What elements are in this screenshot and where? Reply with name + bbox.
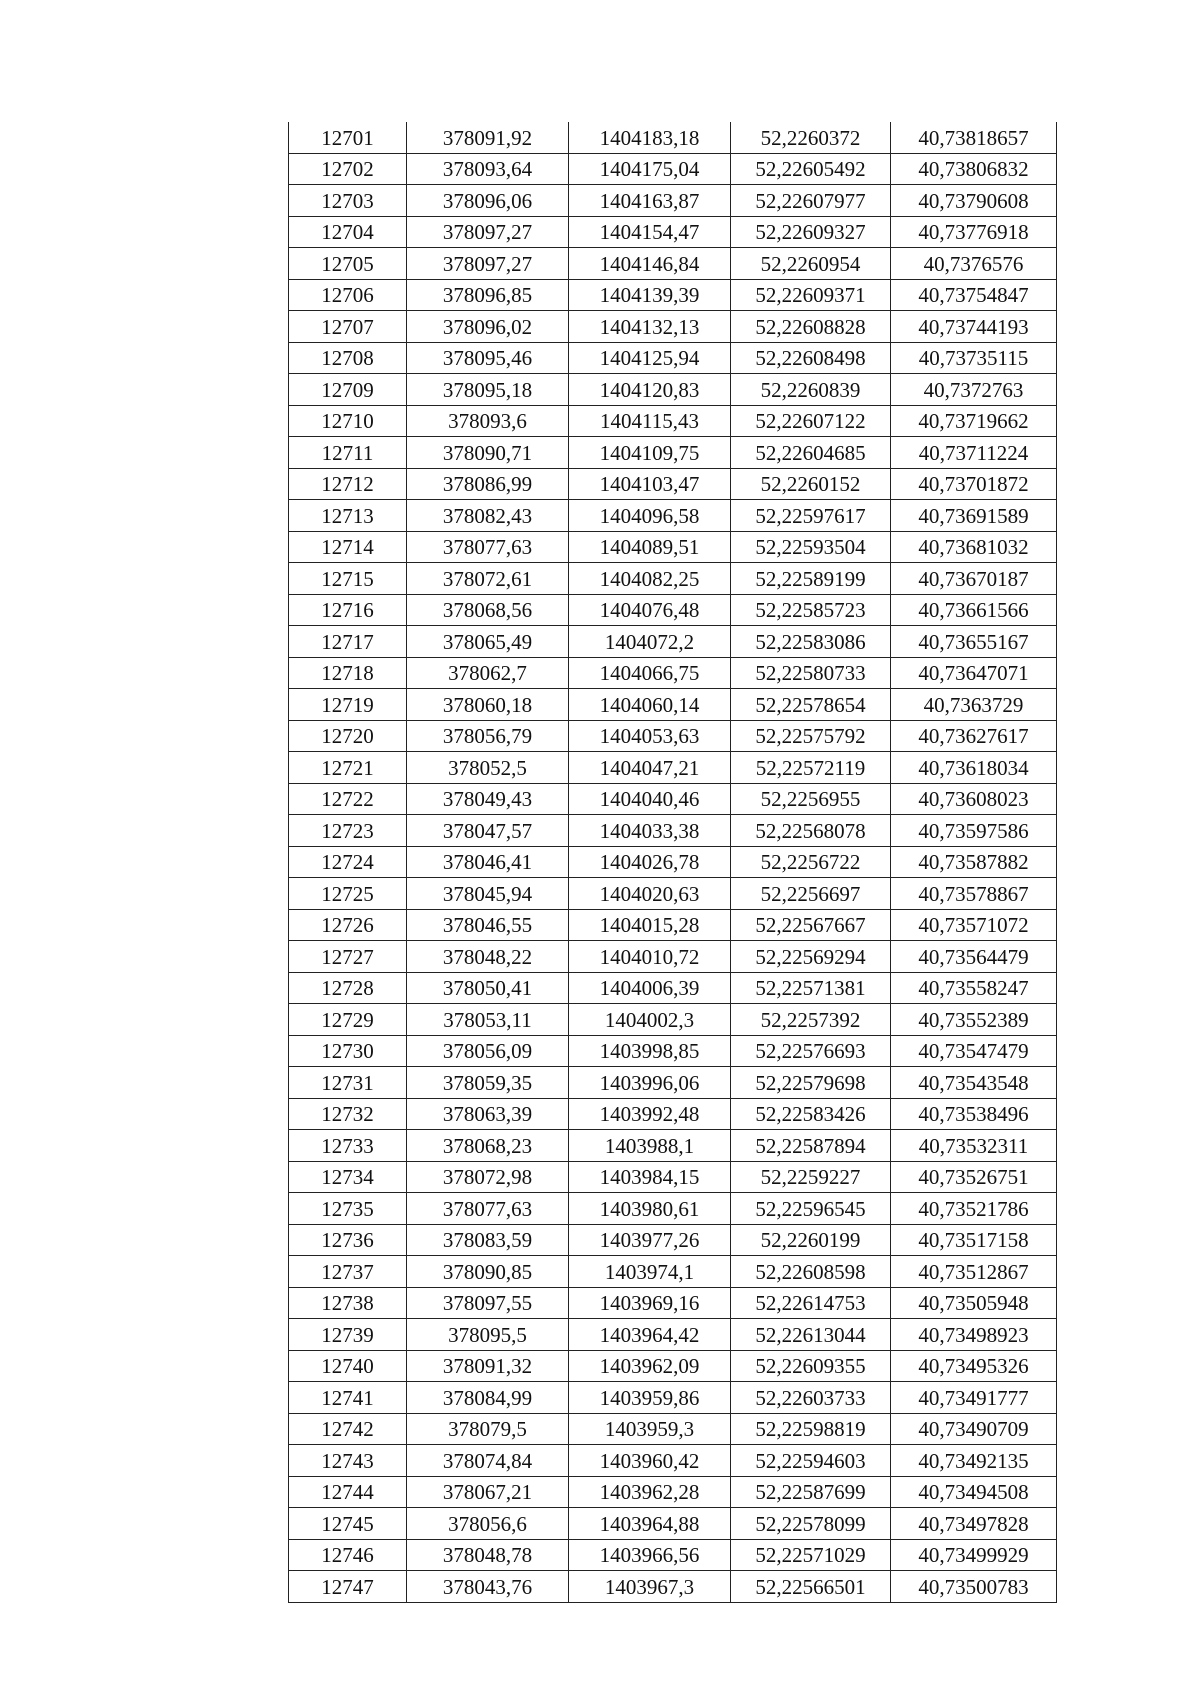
x-coordinate-cell: 378097,55 [407, 1287, 569, 1319]
point-number-cell: 12727 [289, 941, 407, 973]
point-number-cell: 12714 [289, 531, 407, 563]
longitude-cell: 40,73655167 [891, 626, 1057, 658]
longitude-cell: 40,7376576 [891, 248, 1057, 280]
longitude-cell: 40,73492135 [891, 1445, 1057, 1477]
x-coordinate-cell: 378093,64 [407, 153, 569, 185]
longitude-cell: 40,73578867 [891, 878, 1057, 910]
x-coordinate-cell: 378063,39 [407, 1098, 569, 1130]
x-coordinate-cell: 378068,56 [407, 594, 569, 626]
latitude-cell: 52,22608498 [731, 342, 891, 374]
point-number-cell: 12707 [289, 311, 407, 343]
latitude-cell: 52,22578099 [731, 1508, 891, 1540]
point-number-cell: 12729 [289, 1004, 407, 1036]
longitude-cell: 40,73691589 [891, 500, 1057, 532]
y-coordinate-cell: 1403959,3 [569, 1413, 731, 1445]
x-coordinate-cell: 378056,79 [407, 720, 569, 752]
latitude-cell: 52,22566501 [731, 1571, 891, 1603]
latitude-cell: 52,22576693 [731, 1035, 891, 1067]
x-coordinate-cell: 378065,49 [407, 626, 569, 658]
latitude-cell: 52,2260199 [731, 1224, 891, 1256]
point-number-cell: 12725 [289, 878, 407, 910]
point-number-cell: 12720 [289, 720, 407, 752]
x-coordinate-cell: 378049,43 [407, 783, 569, 815]
longitude-cell: 40,73512867 [891, 1256, 1057, 1288]
y-coordinate-cell: 1403964,88 [569, 1508, 731, 1540]
x-coordinate-cell: 378095,46 [407, 342, 569, 374]
x-coordinate-cell: 378091,92 [407, 122, 569, 153]
latitude-cell: 52,22608828 [731, 311, 891, 343]
x-coordinate-cell: 378095,5 [407, 1319, 569, 1351]
table-row [289, 122, 1057, 153]
y-coordinate-cell: 1404072,2 [569, 626, 731, 658]
table-row [289, 972, 1057, 1004]
point-number-cell: 12744 [289, 1476, 407, 1508]
table-row [289, 1413, 1057, 1445]
y-coordinate-cell: 1403998,85 [569, 1035, 731, 1067]
x-coordinate-cell: 378097,27 [407, 216, 569, 248]
x-coordinate-cell: 378062,7 [407, 657, 569, 689]
point-number-cell: 12740 [289, 1350, 407, 1382]
latitude-cell: 52,2257392 [731, 1004, 891, 1036]
point-number-cell: 12702 [289, 153, 407, 185]
point-number-cell: 12705 [289, 248, 407, 280]
latitude-cell: 52,22568078 [731, 815, 891, 847]
point-number-cell: 12731 [289, 1067, 407, 1099]
point-number-cell: 12736 [289, 1224, 407, 1256]
table-row [289, 752, 1057, 784]
longitude-cell: 40,73681032 [891, 531, 1057, 563]
point-number-cell: 12742 [289, 1413, 407, 1445]
latitude-cell: 52,22580733 [731, 657, 891, 689]
latitude-cell: 52,2260839 [731, 374, 891, 406]
longitude-cell: 40,73608023 [891, 783, 1057, 815]
y-coordinate-cell: 1403960,42 [569, 1445, 731, 1477]
point-number-cell: 12708 [289, 342, 407, 374]
point-number-cell: 12703 [289, 185, 407, 217]
latitude-cell: 52,22597617 [731, 500, 891, 532]
latitude-cell: 52,22575792 [731, 720, 891, 752]
y-coordinate-cell: 1404020,63 [569, 878, 731, 910]
coordinates-table-body [289, 122, 1057, 1602]
y-coordinate-cell: 1404154,47 [569, 216, 731, 248]
longitude-cell: 40,73558247 [891, 972, 1057, 1004]
longitude-cell: 40,73744193 [891, 311, 1057, 343]
x-coordinate-cell: 378056,09 [407, 1035, 569, 1067]
table-row [289, 437, 1057, 469]
latitude-cell: 52,22571029 [731, 1539, 891, 1571]
longitude-cell: 40,73495326 [891, 1350, 1057, 1382]
table-row [289, 1287, 1057, 1319]
point-number-cell: 12726 [289, 909, 407, 941]
latitude-cell: 52,22589199 [731, 563, 891, 595]
x-coordinate-cell: 378053,11 [407, 1004, 569, 1036]
longitude-cell: 40,7372763 [891, 374, 1057, 406]
x-coordinate-cell: 378084,99 [407, 1382, 569, 1414]
coordinates-table [288, 122, 1057, 1603]
longitude-cell: 40,73532311 [891, 1130, 1057, 1162]
x-coordinate-cell: 378090,71 [407, 437, 569, 469]
table-row [289, 909, 1057, 941]
longitude-cell: 40,73490709 [891, 1413, 1057, 1445]
latitude-cell: 52,22587894 [731, 1130, 891, 1162]
longitude-cell: 40,73505948 [891, 1287, 1057, 1319]
latitude-cell: 52,22569294 [731, 941, 891, 973]
y-coordinate-cell: 1403992,48 [569, 1098, 731, 1130]
y-coordinate-cell: 1403962,09 [569, 1350, 731, 1382]
point-number-cell: 12741 [289, 1382, 407, 1414]
x-coordinate-cell: 378082,43 [407, 500, 569, 532]
table-row [289, 1224, 1057, 1256]
latitude-cell: 52,2259227 [731, 1161, 891, 1193]
point-number-cell: 12715 [289, 563, 407, 595]
point-number-cell: 12712 [289, 468, 407, 500]
latitude-cell: 52,2260152 [731, 468, 891, 500]
point-number-cell: 12734 [289, 1161, 407, 1193]
y-coordinate-cell: 1404010,72 [569, 941, 731, 973]
table-row [289, 1130, 1057, 1162]
point-number-cell: 12728 [289, 972, 407, 1004]
x-coordinate-cell: 378072,61 [407, 563, 569, 595]
longitude-cell: 40,73517158 [891, 1224, 1057, 1256]
y-coordinate-cell: 1404183,18 [569, 122, 731, 153]
point-number-cell: 12718 [289, 657, 407, 689]
point-number-cell: 12722 [289, 783, 407, 815]
y-coordinate-cell: 1404026,78 [569, 846, 731, 878]
table-row [289, 500, 1057, 532]
point-number-cell: 12739 [289, 1319, 407, 1351]
table-row [289, 720, 1057, 752]
point-number-cell: 12746 [289, 1539, 407, 1571]
x-coordinate-cell: 378079,5 [407, 1413, 569, 1445]
x-coordinate-cell: 378046,55 [407, 909, 569, 941]
table-row [289, 1161, 1057, 1193]
table-row [289, 815, 1057, 847]
latitude-cell: 52,22608598 [731, 1256, 891, 1288]
y-coordinate-cell: 1403964,42 [569, 1319, 731, 1351]
x-coordinate-cell: 378048,22 [407, 941, 569, 973]
latitude-cell: 52,22579698 [731, 1067, 891, 1099]
longitude-cell: 40,73701872 [891, 468, 1057, 500]
latitude-cell: 52,22613044 [731, 1319, 891, 1351]
longitude-cell: 40,73711224 [891, 437, 1057, 469]
y-coordinate-cell: 1403974,1 [569, 1256, 731, 1288]
latitude-cell: 52,22583426 [731, 1098, 891, 1130]
table-row [289, 941, 1057, 973]
latitude-cell: 52,22614753 [731, 1287, 891, 1319]
y-coordinate-cell: 1404047,21 [569, 752, 731, 784]
longitude-cell: 40,73597586 [891, 815, 1057, 847]
latitude-cell: 52,2256722 [731, 846, 891, 878]
latitude-cell: 52,22609355 [731, 1350, 891, 1382]
latitude-cell: 52,2260954 [731, 248, 891, 280]
point-number-cell: 12709 [289, 374, 407, 406]
table-row [289, 216, 1057, 248]
latitude-cell: 52,22607122 [731, 405, 891, 437]
latitude-cell: 52,22605492 [731, 153, 891, 185]
x-coordinate-cell: 378046,41 [407, 846, 569, 878]
longitude-cell: 40,73571072 [891, 909, 1057, 941]
table-row [289, 1571, 1057, 1603]
x-coordinate-cell: 378072,98 [407, 1161, 569, 1193]
latitude-cell: 52,22593504 [731, 531, 891, 563]
y-coordinate-cell: 1404040,46 [569, 783, 731, 815]
x-coordinate-cell: 378096,02 [407, 311, 569, 343]
point-number-cell: 12716 [289, 594, 407, 626]
point-number-cell: 12745 [289, 1508, 407, 1540]
table-row [289, 563, 1057, 595]
point-number-cell: 12713 [289, 500, 407, 532]
x-coordinate-cell: 378096,85 [407, 279, 569, 311]
table-row [289, 1319, 1057, 1351]
y-coordinate-cell: 1404015,28 [569, 909, 731, 941]
table-row [289, 783, 1057, 815]
x-coordinate-cell: 378045,94 [407, 878, 569, 910]
longitude-cell: 40,73538496 [891, 1098, 1057, 1130]
latitude-cell: 52,22583086 [731, 626, 891, 658]
longitude-cell: 40,73500783 [891, 1571, 1057, 1603]
point-number-cell: 12737 [289, 1256, 407, 1288]
x-coordinate-cell: 378067,21 [407, 1476, 569, 1508]
y-coordinate-cell: 1403959,86 [569, 1382, 731, 1414]
y-coordinate-cell: 1404132,13 [569, 311, 731, 343]
y-coordinate-cell: 1404033,38 [569, 815, 731, 847]
longitude-cell: 40,73499929 [891, 1539, 1057, 1571]
point-number-cell: 12704 [289, 216, 407, 248]
latitude-cell: 52,2260372 [731, 122, 891, 153]
table-row [289, 342, 1057, 374]
point-number-cell: 12733 [289, 1130, 407, 1162]
y-coordinate-cell: 1404006,39 [569, 972, 731, 1004]
longitude-cell: 40,73670187 [891, 563, 1057, 595]
longitude-cell: 40,73564479 [891, 941, 1057, 973]
table-row [289, 405, 1057, 437]
x-coordinate-cell: 378068,23 [407, 1130, 569, 1162]
y-coordinate-cell: 1404096,58 [569, 500, 731, 532]
table-row [289, 846, 1057, 878]
latitude-cell: 52,22567667 [731, 909, 891, 941]
longitude-cell: 40,73818657 [891, 122, 1057, 153]
point-number-cell: 12706 [289, 279, 407, 311]
latitude-cell: 52,22571381 [731, 972, 891, 1004]
x-coordinate-cell: 378060,18 [407, 689, 569, 721]
table-row [289, 279, 1057, 311]
point-number-cell: 12717 [289, 626, 407, 658]
table-row [289, 531, 1057, 563]
longitude-cell: 40,73494508 [891, 1476, 1057, 1508]
y-coordinate-cell: 1403996,06 [569, 1067, 731, 1099]
longitude-cell: 40,73521786 [891, 1193, 1057, 1225]
latitude-cell: 52,22607977 [731, 185, 891, 217]
table-row [289, 1256, 1057, 1288]
x-coordinate-cell: 378097,27 [407, 248, 569, 280]
x-coordinate-cell: 378074,84 [407, 1445, 569, 1477]
table-row [289, 594, 1057, 626]
y-coordinate-cell: 1404125,94 [569, 342, 731, 374]
table-row [289, 248, 1057, 280]
latitude-cell: 52,22604685 [731, 437, 891, 469]
x-coordinate-cell: 378047,57 [407, 815, 569, 847]
longitude-cell: 40,73627617 [891, 720, 1057, 752]
table-row [289, 1350, 1057, 1382]
y-coordinate-cell: 1403984,15 [569, 1161, 731, 1193]
x-coordinate-cell: 378077,63 [407, 531, 569, 563]
y-coordinate-cell: 1404082,25 [569, 563, 731, 595]
x-coordinate-cell: 378050,41 [407, 972, 569, 1004]
x-coordinate-cell: 378052,5 [407, 752, 569, 784]
table-row [289, 185, 1057, 217]
latitude-cell: 52,22578654 [731, 689, 891, 721]
point-number-cell: 12711 [289, 437, 407, 469]
longitude-cell: 40,73587882 [891, 846, 1057, 878]
x-coordinate-cell: 378059,35 [407, 1067, 569, 1099]
longitude-cell: 40,73754847 [891, 279, 1057, 311]
x-coordinate-cell: 378048,78 [407, 1539, 569, 1571]
y-coordinate-cell: 1404066,75 [569, 657, 731, 689]
longitude-cell: 40,73618034 [891, 752, 1057, 784]
y-coordinate-cell: 1404103,47 [569, 468, 731, 500]
point-number-cell: 12735 [289, 1193, 407, 1225]
longitude-cell: 40,73526751 [891, 1161, 1057, 1193]
y-coordinate-cell: 1404060,14 [569, 689, 731, 721]
y-coordinate-cell: 1403967,3 [569, 1571, 731, 1603]
table-row [289, 153, 1057, 185]
table-row [289, 1035, 1057, 1067]
point-number-cell: 12747 [289, 1571, 407, 1603]
point-number-cell: 12721 [289, 752, 407, 784]
y-coordinate-cell: 1404163,87 [569, 185, 731, 217]
table-row [289, 657, 1057, 689]
y-coordinate-cell: 1404109,75 [569, 437, 731, 469]
x-coordinate-cell: 378090,85 [407, 1256, 569, 1288]
longitude-cell: 40,73647071 [891, 657, 1057, 689]
x-coordinate-cell: 378093,6 [407, 405, 569, 437]
table-row [289, 1508, 1057, 1540]
longitude-cell: 40,73497828 [891, 1508, 1057, 1540]
longitude-cell: 40,73735115 [891, 342, 1057, 374]
longitude-cell: 40,73661566 [891, 594, 1057, 626]
table-row [289, 468, 1057, 500]
latitude-cell: 52,2256955 [731, 783, 891, 815]
table-row [289, 689, 1057, 721]
x-coordinate-cell: 378096,06 [407, 185, 569, 217]
table-row [289, 1098, 1057, 1130]
x-coordinate-cell: 378095,18 [407, 374, 569, 406]
latitude-cell: 52,22609371 [731, 279, 891, 311]
x-coordinate-cell: 378077,63 [407, 1193, 569, 1225]
y-coordinate-cell: 1404002,3 [569, 1004, 731, 1036]
point-number-cell: 12719 [289, 689, 407, 721]
x-coordinate-cell: 378043,76 [407, 1571, 569, 1603]
y-coordinate-cell: 1404139,39 [569, 279, 731, 311]
point-number-cell: 12710 [289, 405, 407, 437]
x-coordinate-cell: 378091,32 [407, 1350, 569, 1382]
y-coordinate-cell: 1403988,1 [569, 1130, 731, 1162]
x-coordinate-cell: 378056,6 [407, 1508, 569, 1540]
latitude-cell: 52,22572119 [731, 752, 891, 784]
table-row [289, 1539, 1057, 1571]
latitude-cell: 52,22596545 [731, 1193, 891, 1225]
point-number-cell: 12732 [289, 1098, 407, 1130]
table-row [289, 1382, 1057, 1414]
table-row [289, 878, 1057, 910]
x-coordinate-cell: 378083,59 [407, 1224, 569, 1256]
longitude-cell: 40,73498923 [891, 1319, 1057, 1351]
latitude-cell: 52,22587699 [731, 1476, 891, 1508]
y-coordinate-cell: 1404089,51 [569, 531, 731, 563]
point-number-cell: 12724 [289, 846, 407, 878]
longitude-cell: 40,73552389 [891, 1004, 1057, 1036]
y-coordinate-cell: 1403966,56 [569, 1539, 731, 1571]
x-coordinate-cell: 378086,99 [407, 468, 569, 500]
y-coordinate-cell: 1404120,83 [569, 374, 731, 406]
table-row [289, 1193, 1057, 1225]
y-coordinate-cell: 1404115,43 [569, 405, 731, 437]
y-coordinate-cell: 1403962,28 [569, 1476, 731, 1508]
longitude-cell: 40,73776918 [891, 216, 1057, 248]
longitude-cell: 40,73543548 [891, 1067, 1057, 1099]
latitude-cell: 52,2256697 [731, 878, 891, 910]
table-row [289, 374, 1057, 406]
longitude-cell: 40,73806832 [891, 153, 1057, 185]
point-number-cell: 12738 [289, 1287, 407, 1319]
y-coordinate-cell: 1403977,26 [569, 1224, 731, 1256]
latitude-cell: 52,22594603 [731, 1445, 891, 1477]
y-coordinate-cell: 1404175,04 [569, 153, 731, 185]
y-coordinate-cell: 1404053,63 [569, 720, 731, 752]
point-number-cell: 12723 [289, 815, 407, 847]
table-row [289, 1067, 1057, 1099]
longitude-cell: 40,73790608 [891, 185, 1057, 217]
longitude-cell: 40,73491777 [891, 1382, 1057, 1414]
latitude-cell: 52,22598819 [731, 1413, 891, 1445]
point-number-cell: 12730 [289, 1035, 407, 1067]
table-row [289, 1445, 1057, 1477]
y-coordinate-cell: 1403969,16 [569, 1287, 731, 1319]
latitude-cell: 52,22585723 [731, 594, 891, 626]
y-coordinate-cell: 1403980,61 [569, 1193, 731, 1225]
y-coordinate-cell: 1404146,84 [569, 248, 731, 280]
point-number-cell: 12743 [289, 1445, 407, 1477]
table-row [289, 626, 1057, 658]
longitude-cell: 40,7363729 [891, 689, 1057, 721]
table-row [289, 311, 1057, 343]
latitude-cell: 52,22609327 [731, 216, 891, 248]
longitude-cell: 40,73719662 [891, 405, 1057, 437]
table-row [289, 1004, 1057, 1036]
longitude-cell: 40,73547479 [891, 1035, 1057, 1067]
point-number-cell: 12701 [289, 122, 407, 153]
table-row [289, 1476, 1057, 1508]
latitude-cell: 52,22603733 [731, 1382, 891, 1414]
y-coordinate-cell: 1404076,48 [569, 594, 731, 626]
